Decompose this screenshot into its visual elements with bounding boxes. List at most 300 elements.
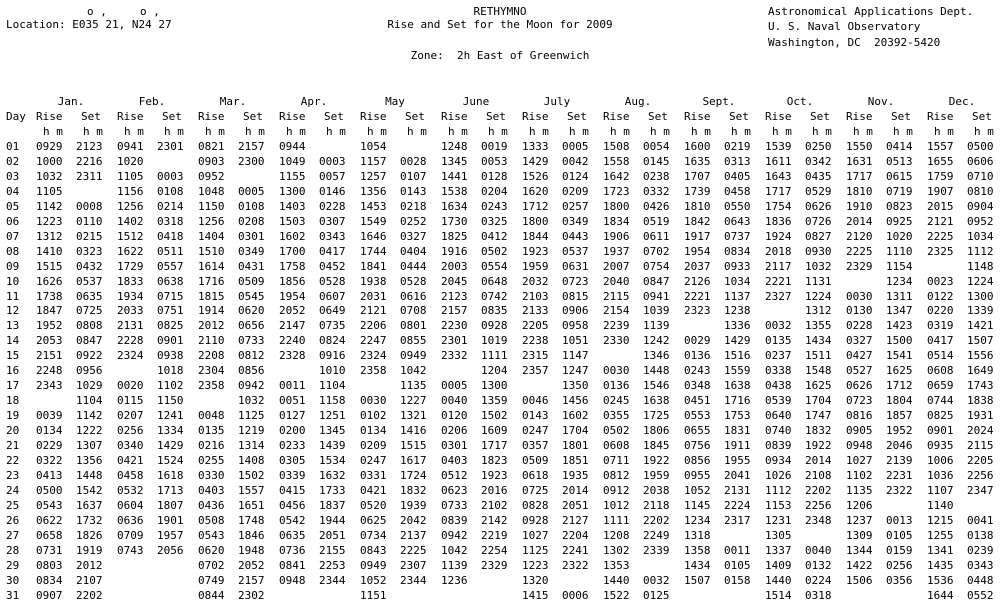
set-time: 0256 [886, 559, 913, 572]
set-time: 1557 [238, 484, 265, 497]
set-time: 1935 [562, 469, 589, 482]
set-time: 0528 [400, 275, 427, 288]
set-column-header: Set [972, 110, 992, 123]
rise-time: 1231 [765, 514, 792, 527]
rise-time: 1345 [441, 155, 468, 168]
rise-time: 2221 [684, 290, 711, 303]
rise-time: 0048 [198, 409, 225, 422]
set-time: 1845 [643, 439, 670, 452]
set-column-header: Set [243, 110, 263, 123]
set-time: 0827 [805, 230, 832, 243]
set-time: 0431 [238, 260, 265, 273]
set-time: 2142 [481, 514, 508, 527]
set-time: 0537 [562, 245, 589, 258]
set-time: 1524 [157, 454, 184, 467]
set-time: 0726 [805, 215, 832, 228]
rise-column-header: Rise [198, 110, 225, 123]
rise-time: 1810 [684, 200, 711, 213]
hm-units-label: h m [286, 125, 306, 138]
hm-units-label: h m [691, 125, 711, 138]
set-time: 2344 [400, 574, 427, 587]
set-time: 1034 [967, 230, 994, 243]
rise-time: 0122 [927, 290, 954, 303]
day-number: 25 [6, 499, 20, 512]
set-time: 2024 [967, 424, 994, 437]
rise-time: 1236 [441, 574, 468, 587]
set-time: 0418 [157, 230, 184, 243]
set-time: 0054 [643, 140, 670, 153]
rise-time: 2238 [522, 334, 549, 347]
rise-time: 0731 [36, 544, 63, 557]
rise-time: 1550 [846, 140, 873, 153]
set-time: 2056 [157, 544, 184, 557]
rise-time: 1215 [927, 514, 954, 527]
set-time: 1321 [400, 409, 427, 422]
rise-time: 0623 [441, 484, 468, 497]
set-time: 0815 [562, 290, 589, 303]
set-time: 0733 [238, 334, 265, 347]
set-time: 0239 [967, 544, 994, 557]
set-time: 0528 [319, 275, 346, 288]
rise-time: 0834 [36, 574, 63, 587]
rise-time: 2247 [360, 334, 387, 347]
rise-time: 2325 [927, 245, 954, 258]
set-time: 1541 [886, 349, 913, 362]
set-time: 1851 [562, 454, 589, 467]
rise-time: 2206 [360, 319, 387, 332]
set-time: 0143 [400, 185, 427, 198]
set-time: 0219 [724, 140, 751, 153]
rise-time: 0243 [684, 364, 711, 377]
rise-time: 1223 [36, 215, 63, 228]
rise-time: 1105 [117, 170, 144, 183]
set-time: 0318 [805, 589, 832, 602]
hm-units-label: h m [43, 125, 63, 138]
set-time: 0808 [76, 319, 103, 332]
rise-time: 1333 [522, 140, 549, 153]
rise-time: 2133 [522, 304, 549, 317]
rise-time: 2007 [603, 260, 630, 273]
rise-time: 1959 [522, 260, 549, 273]
set-time: 1111 [481, 349, 508, 362]
set-time: 0215 [76, 230, 103, 243]
rise-time: 1526 [522, 170, 549, 183]
rise-time: 1503 [279, 215, 306, 228]
rise-time: 0935 [927, 439, 954, 452]
rise-time: 2032 [522, 275, 549, 288]
set-column-header: Set [324, 110, 344, 123]
set-time: 0925 [886, 215, 913, 228]
month-header: Oct. [786, 95, 814, 108]
degree-marks: o , o , [87, 5, 160, 18]
set-time: 1110 [886, 245, 913, 258]
rise-time: 0841 [279, 559, 306, 572]
set-time: 1548 [805, 364, 832, 377]
rise-time: 1934 [117, 290, 144, 303]
set-time: 2139 [886, 454, 913, 467]
rise-time: 1917 [684, 230, 711, 243]
set-time: 0323 [76, 245, 103, 258]
rise-time: 0725 [522, 484, 549, 497]
rise-time: 1614 [198, 260, 225, 273]
rise-time: 2324 [360, 349, 387, 362]
set-time: 0343 [319, 230, 346, 243]
set-time: 1051 [562, 334, 589, 347]
rise-time: 1759 [927, 170, 954, 183]
set-time: 0710 [967, 170, 994, 183]
rise-time: 0427 [846, 349, 873, 362]
rise-time: 2239 [603, 319, 630, 332]
rise-time: 0011 [279, 379, 306, 392]
set-time: 0327 [400, 230, 427, 243]
rise-column-header: Rise [846, 110, 873, 123]
rise-time: 2031 [360, 290, 387, 303]
hm-units-label: h m [326, 125, 346, 138]
rise-time: 1206 [846, 499, 873, 512]
set-time: 0941 [643, 290, 670, 303]
set-time: 2205 [967, 454, 994, 467]
set-time: 0823 [886, 200, 913, 213]
set-time: 0011 [724, 544, 751, 557]
set-time: 1625 [805, 379, 832, 392]
rise-time: 2123 [441, 290, 468, 303]
rise-time: 0744 [927, 394, 954, 407]
day-number: 22 [6, 454, 20, 467]
rise-time: 1707 [684, 170, 711, 183]
rise-time: 2018 [765, 245, 792, 258]
set-time: 0349 [562, 215, 589, 228]
day-number: 13 [6, 319, 20, 332]
rise-time: 1910 [846, 200, 873, 213]
rise-time: 0756 [684, 439, 711, 452]
set-time: 0856 [238, 364, 265, 377]
place-name: RETHYMNO [473, 5, 527, 18]
set-column-header: Set [891, 110, 911, 123]
set-time: 1032 [238, 394, 265, 407]
set-time: 0405 [724, 170, 751, 183]
set-time: 0218 [400, 200, 427, 213]
hm-units-label: h m [488, 125, 508, 138]
rise-time: 1000 [36, 155, 63, 168]
set-time: 1241 [157, 409, 184, 422]
set-time: 1831 [724, 424, 751, 437]
rise-time: 2115 [603, 290, 630, 303]
set-time: 0005 [238, 185, 265, 198]
rise-time: 0527 [846, 364, 873, 377]
set-time: 1339 [967, 304, 994, 317]
rise-column-header: Rise [117, 110, 144, 123]
set-time: 0649 [319, 304, 346, 317]
rise-time: 1353 [603, 559, 630, 572]
rise-time: 0655 [684, 424, 711, 437]
set-time: 0754 [643, 260, 670, 273]
rise-time: 1256 [198, 215, 225, 228]
set-time: 2204 [562, 529, 589, 542]
set-time: 0834 [724, 245, 751, 258]
set-time: 2155 [319, 544, 346, 557]
set-time: 0013 [886, 514, 913, 527]
set-time: 2137 [400, 529, 427, 542]
set-column-header: Set [567, 110, 587, 123]
set-time: 2301 [157, 140, 184, 153]
rise-time: 1729 [117, 260, 144, 273]
set-time: 0607 [319, 290, 346, 303]
rise-time: 0514 [927, 349, 954, 362]
rise-time: 0136 [684, 349, 711, 362]
set-time: 1959 [643, 469, 670, 482]
set-time: 0132 [805, 559, 832, 572]
set-time: 2051 [319, 529, 346, 542]
set-time: 0502 [481, 245, 508, 258]
rise-time: 2330 [603, 334, 630, 347]
rise-time: 0339 [279, 469, 306, 482]
rise-time: 1844 [522, 230, 549, 243]
rise-column-header: Rise [927, 110, 954, 123]
rise-time: 1536 [927, 574, 954, 587]
rise-time: 0245 [603, 394, 630, 407]
rise-time: 1643 [765, 170, 792, 183]
rise-time: 1700 [279, 245, 306, 258]
rise-time: 1440 [603, 574, 630, 587]
set-time: 2012 [76, 559, 103, 572]
rise-column-header: Rise [765, 110, 792, 123]
observatory-label: U. S. Naval Observatory [768, 20, 921, 33]
set-time: 1832 [400, 484, 427, 497]
rise-time: 1916 [441, 245, 468, 258]
hm-units-label: h m [610, 125, 630, 138]
rise-time: 1635 [684, 155, 711, 168]
rise-time: 0711 [603, 454, 630, 467]
rise-time: 1723 [603, 185, 630, 198]
rise-time: 0417 [927, 334, 954, 347]
rise-time: 1549 [360, 215, 387, 228]
rise-time: 1052 [360, 574, 387, 587]
set-time: 0228 [319, 200, 346, 213]
city-label: Washington, DC 20392-5420 [768, 36, 941, 49]
set-time: 0735 [319, 319, 346, 332]
rise-time: 1410 [36, 245, 63, 258]
rise-time: 2121 [360, 304, 387, 317]
set-time: 1102 [157, 379, 184, 392]
rise-time: 0327 [846, 334, 873, 347]
set-time: 2329 [481, 559, 508, 572]
set-time: 2014 [562, 484, 589, 497]
set-time: 0159 [886, 544, 913, 557]
rise-time: 1739 [684, 185, 711, 198]
rise-time: 0743 [117, 544, 144, 557]
rise-column-header: Rise [603, 110, 630, 123]
set-time: 1801 [562, 439, 589, 452]
set-time: 0028 [400, 155, 427, 168]
set-time: 0638 [157, 275, 184, 288]
month-header: Mar. [219, 95, 247, 108]
set-time: 0307 [319, 215, 346, 228]
set-time: 2231 [886, 469, 913, 482]
rise-time: 1642 [603, 170, 630, 183]
set-time: 2115 [967, 439, 994, 452]
rise-time: 0233 [279, 439, 306, 452]
rise-time: 1107 [927, 484, 954, 497]
rise-time: 0543 [36, 499, 63, 512]
rise-time: 0228 [846, 319, 873, 332]
rise-time: 0330 [198, 469, 225, 482]
rise-time: 1515 [36, 260, 63, 273]
set-time: 0426 [643, 200, 670, 213]
set-time: 0158 [724, 574, 751, 587]
set-time: 0557 [157, 260, 184, 273]
rise-time: 0905 [846, 424, 873, 437]
rise-time: 0209 [360, 439, 387, 452]
set-time: 0949 [400, 349, 427, 362]
set-time: 1546 [643, 379, 670, 392]
set-time: 0725 [76, 304, 103, 317]
set-time: 0529 [805, 185, 832, 198]
set-time: 1944 [319, 514, 346, 527]
rise-time: 1341 [927, 544, 954, 557]
rise-time: 0005 [441, 379, 468, 392]
set-time: 1716 [724, 394, 751, 407]
rise-time: 0816 [846, 409, 873, 422]
set-time: 0751 [157, 304, 184, 317]
set-time: 0444 [400, 260, 427, 273]
rise-time: 0803 [36, 559, 63, 572]
rise-time: 2147 [279, 319, 306, 332]
day-number: 17 [6, 379, 20, 392]
set-time: 1456 [562, 394, 589, 407]
rise-time: 0509 [522, 454, 549, 467]
rise-time: 0828 [522, 499, 549, 512]
set-time: 1300 [967, 290, 994, 303]
location-label: Location: E035 21, N24 27 [6, 18, 172, 31]
set-time: 1251 [319, 409, 346, 422]
set-time: 1732 [76, 514, 103, 527]
hm-units-label: h m [893, 125, 913, 138]
rise-time: 1309 [846, 529, 873, 542]
rise-time: 2358 [360, 364, 387, 377]
set-time: 1104 [319, 379, 346, 392]
rise-time: 0023 [927, 275, 954, 288]
set-time: 0124 [562, 170, 589, 183]
rise-time: 2323 [684, 304, 711, 317]
set-time: 1511 [805, 349, 832, 362]
set-time: 0318 [157, 215, 184, 228]
set-time: 1955 [724, 454, 751, 467]
rise-time: 0839 [765, 439, 792, 452]
set-time: 0209 [562, 185, 589, 198]
rise-time: 1510 [198, 245, 225, 258]
set-time: 2339 [643, 544, 670, 557]
rise-time: 0229 [36, 439, 63, 452]
set-time: 0606 [967, 155, 994, 168]
set-time: 1807 [157, 499, 184, 512]
set-time: 0146 [319, 185, 346, 198]
set-time: 1142 [76, 409, 103, 422]
rise-time: 2126 [684, 275, 711, 288]
month-header: July [543, 95, 571, 108]
rise-time: 0456 [279, 499, 306, 512]
rise-time: 0030 [360, 394, 387, 407]
rise-time: 2240 [279, 334, 306, 347]
rise-time: 0403 [441, 454, 468, 467]
rise-time: 2328 [279, 349, 306, 362]
set-time: 2131 [724, 484, 751, 497]
day-number: 28 [6, 544, 20, 557]
rise-time: 0438 [765, 379, 792, 392]
day-number: 11 [6, 290, 20, 303]
set-time: 1350 [562, 379, 589, 392]
hm-units-label: h m [812, 125, 832, 138]
rise-time: 2357 [522, 364, 549, 377]
rise-time: 0413 [36, 469, 63, 482]
set-time: 2123 [76, 140, 103, 153]
rise-time: 1655 [927, 155, 954, 168]
set-time: 2216 [76, 155, 103, 168]
set-time: 1559 [724, 364, 751, 377]
set-time: 0243 [481, 200, 508, 213]
rise-time: 0702 [198, 559, 225, 572]
month-header: Jan. [57, 95, 85, 108]
set-time: 0432 [76, 260, 103, 273]
rise-time: 0512 [441, 469, 468, 482]
set-time: 0128 [481, 170, 508, 183]
rise-time: 0256 [117, 424, 144, 437]
set-time: 2249 [643, 529, 670, 542]
rise-time: 0907 [36, 589, 63, 602]
set-time: 0343 [967, 559, 994, 572]
set-time: 0554 [481, 260, 508, 273]
set-time: 1408 [238, 454, 265, 467]
set-time: 1857 [886, 409, 913, 422]
set-time: 0737 [724, 230, 751, 243]
month-header: Nov. [867, 95, 895, 108]
set-time: 1625 [886, 364, 913, 377]
set-time: 1948 [238, 544, 265, 557]
rise-time: 0618 [522, 469, 549, 482]
rise-time: 0030 [603, 364, 630, 377]
rise-time: 0301 [441, 439, 468, 452]
set-time: 0643 [724, 215, 751, 228]
hm-units-label: h m [83, 125, 103, 138]
month-header: Aug. [624, 95, 652, 108]
set-time: 1712 [886, 379, 913, 392]
rise-time: 0539 [765, 394, 792, 407]
hm-units-label: h m [650, 125, 670, 138]
rise-time: 2324 [117, 349, 144, 362]
day-number: 04 [6, 185, 20, 198]
day-number: 12 [6, 304, 20, 317]
set-time: 1717 [481, 439, 508, 452]
set-time: 1158 [319, 394, 346, 407]
rise-time: 0812 [603, 469, 630, 482]
rise-time: 0520 [360, 499, 387, 512]
rise-time: 0127 [279, 409, 306, 422]
set-time: 0631 [562, 260, 589, 273]
rise-time: 1402 [117, 215, 144, 228]
set-time: 0626 [805, 200, 832, 213]
set-time: 1832 [805, 424, 832, 437]
rise-time: 1145 [684, 499, 711, 512]
set-time: 1135 [400, 379, 427, 392]
set-time: 1747 [805, 409, 832, 422]
set-time: 0509 [238, 275, 265, 288]
set-time: 0847 [76, 334, 103, 347]
rise-time: 0941 [117, 140, 144, 153]
set-time: 2225 [400, 544, 427, 557]
set-time: 1609 [481, 424, 508, 437]
rise-time: 0134 [36, 424, 63, 437]
day-number: 05 [6, 200, 20, 213]
rise-time: 1441 [441, 170, 468, 183]
